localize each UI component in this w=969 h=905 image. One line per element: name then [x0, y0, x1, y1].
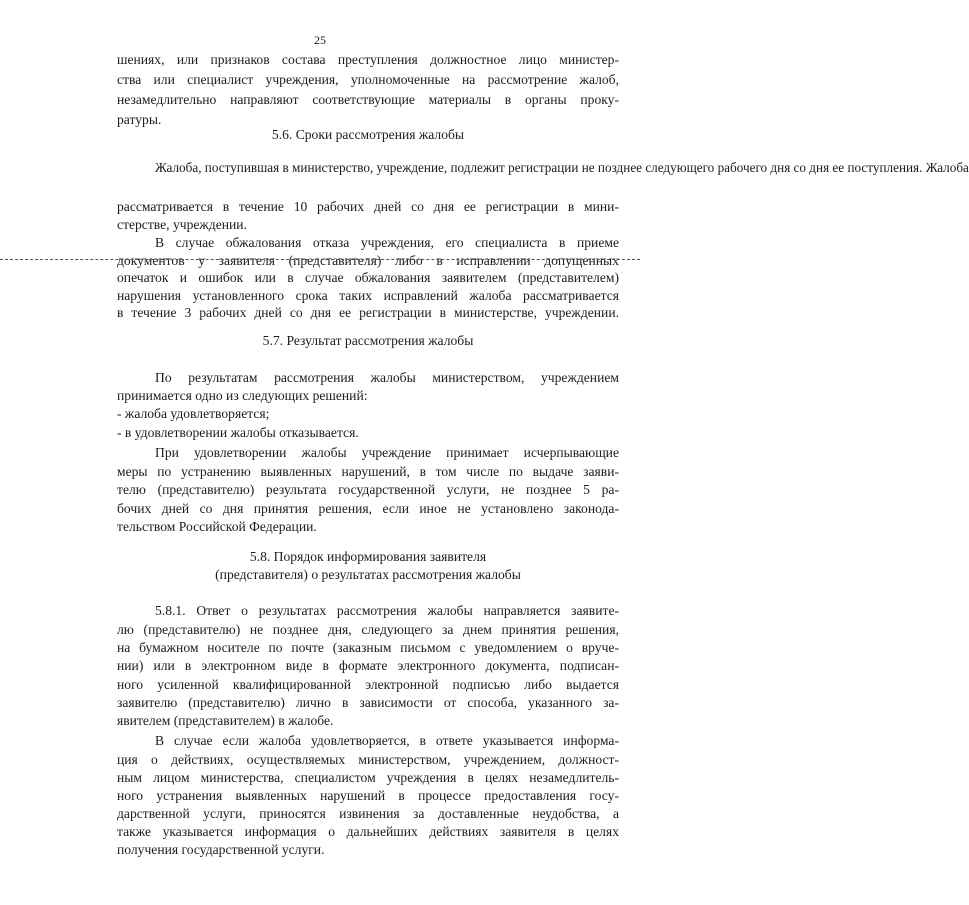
body-line: ного устранения выявленных нарушений в процессе предоставления госу- [117, 788, 619, 803]
section-heading: 5.8. Порядок информирования заявителя [249, 549, 487, 564]
body-line: стерстве, учреждении. [117, 217, 247, 232]
body-line: При удовлетворении жалобы учреждение принимает исчерпывающие [155, 445, 619, 460]
body-line: По результатам рассмотрения жалобы министерством, учреждением [155, 370, 619, 385]
body-line: заявителю (представителю) лично в зависимости от способа, указанного за- [117, 695, 619, 710]
body-line: дарственной услуги, приносятся извинения за доставленные неудобства, а [117, 806, 619, 821]
body-line: незамедлительно направляют соответствующие материалы в органы проку- [117, 92, 619, 107]
body-line: в течение 3 рабочих дней со дня ее регистрации в министерстве, учреждении. [117, 305, 619, 320]
body-line: меры по устранению выявленных нарушений, в том числе по выдаче заяви- [117, 464, 619, 479]
body-line: документов у заявителя (представителя) либо в исправлении допущенных [117, 253, 619, 268]
body-line: шениях, или признаков состава преступления должностное лицо министер- [117, 52, 619, 67]
body-line: бочих дней со дня принятия решения, если иное не установлено законода- [117, 501, 619, 516]
body-line: ным лицом министерства, специалистом учреждения в целях незамедлитель- [117, 770, 619, 785]
body-line: Жалоба, поступившая в министерство, учреждение, подлежит регистрации не позднее следующего рабочего дня со дня ее поступления. Жалоба [155, 160, 969, 175]
body-line: В случае обжалования отказа учреждения, его специалиста в приеме [155, 235, 619, 250]
section-heading: (представителя) о результатах рассмотрения жалобы [215, 567, 521, 582]
body-line: тельством Российской Федерации. [117, 519, 317, 534]
body-line: опечаток и ошибок или в случае обжалования заявителем (представителем) [117, 270, 619, 285]
page-number: 25 [314, 33, 326, 47]
body-line: на бумажном носителе по почте (заказным письмом с уведомлением о вруче- [117, 640, 619, 655]
list-item: - жалоба удовлетворяется; [117, 406, 270, 421]
body-line: явителем (представителем) в жалобе. [117, 713, 334, 728]
body-line: ратуры. [117, 112, 162, 127]
body-line: получения государственной услуги. [117, 842, 325, 857]
body-line: лю (представителю) не позднее дня, следующего за днем принятия решения, [117, 622, 619, 637]
section-heading: 5.7. Результат рассмотрения жалобы [262, 333, 474, 348]
body-line: также указывается информация о дальнейших действиях заявителя в целях [117, 824, 619, 839]
body-line: принимается одно из следующих решений: [117, 388, 368, 403]
section-heading: 5.6. Сроки рассмотрения жалобы [271, 127, 465, 142]
body-line: нарушения установленного срока таких исправлений жалоба рассматривается [117, 288, 619, 303]
scan-rule [0, 259, 640, 260]
list-item: - в удовлетворении жалобы отказывается. [117, 425, 359, 440]
body-line: В случае если жалоба удовлетворяется, в ответе указывается информа- [155, 733, 619, 748]
body-line: ства или специалист учреждения, уполномоченные на рассмотрение жалоб, [117, 72, 619, 87]
body-line: ного усиленной квалифицированной электронной подписью либо выдается [117, 677, 619, 692]
body-line: рассматривается в течение 10 рабочих дней со дня ее регистрации в мини- [117, 199, 619, 214]
body-line: 5.8.1. Ответ о результатах рассмотрения жалобы направляется заявите- [155, 603, 619, 618]
body-line: ция о действиях, осуществляемых министерством, учреждением, должност- [117, 752, 619, 767]
body-line: нии) или в электронном виде в формате электронного документа, подписан- [117, 658, 619, 673]
body-line: телю (представителю) результата государственной услуги, не позднее 5 ра- [117, 482, 619, 497]
